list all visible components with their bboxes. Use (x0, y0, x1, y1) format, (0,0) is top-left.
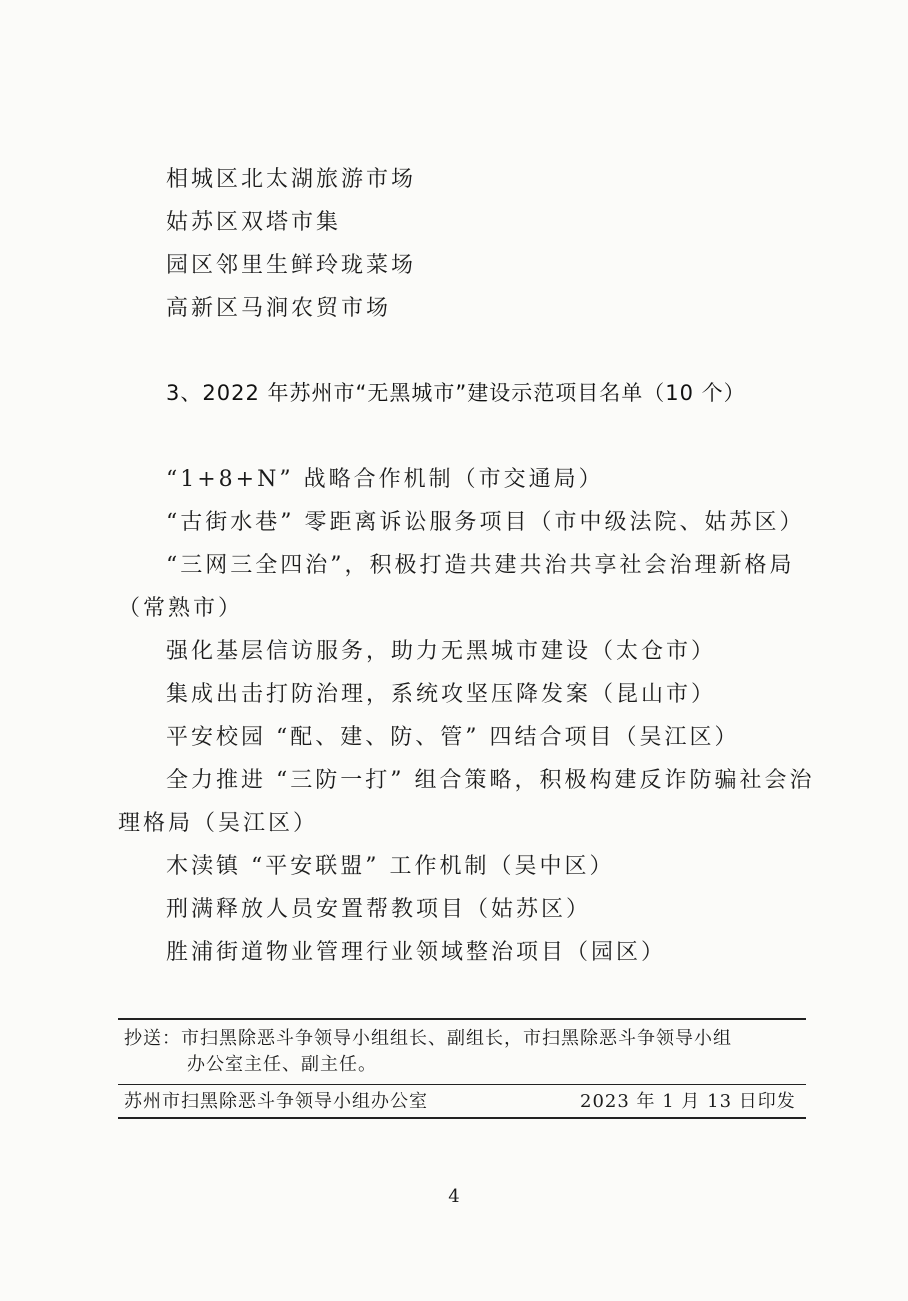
project-item: 胜浦街道物业管理行业领域整治项目（园区） (166, 940, 667, 965)
project-item: “三网三全四治”，积极打造共建共治共享社会治理新格局 (166, 553, 795, 578)
project-item: 强化基层信访服务，助力无黑城市建设（太仓市） (166, 639, 717, 664)
footer-top-rule (118, 1018, 806, 1020)
project-item: “1+8+N” 战略合作机制（市交通局） (166, 467, 604, 492)
issuer: 苏州市扫黑除恶斗争领导小组办公室 (124, 1091, 428, 1112)
project-item: 集成出击打防治理，系统攻坚压降发案（昆山市） (166, 682, 717, 707)
footer-middle-rule (118, 1084, 806, 1085)
project-item: “古街水巷” 零距离诉讼服务项目（市中级法院、姑苏区） (166, 510, 805, 535)
project-item: 刑满释放人员安置帮教项目（姑苏区） (166, 897, 592, 922)
project-item: 全力推进 “三防一打” 组合策略，积极构建反诈防骗社会治 (166, 768, 815, 793)
project-item: 木渎镇 “平安联盟” 工作机制（吴中区） (166, 854, 615, 879)
cc-line: 抄送：市扫黑除恶斗争领导小组组长、副组长，市扫黑除恶斗争领导小组 (124, 1028, 732, 1049)
cc-line-continuation: 办公室主任、副主任。 (187, 1054, 377, 1075)
page-number: 4 (448, 1186, 460, 1207)
footer-bottom-rule (118, 1117, 806, 1119)
market-item: 相城区北太湖旅游市场 (166, 167, 417, 192)
project-item-continuation: （常熟市） (118, 596, 244, 621)
issue-date: 2023 年 1 月 13 日印发 (580, 1091, 796, 1112)
market-item: 园区邻里生鲜玲珑菜场 (166, 253, 417, 278)
section-heading: 3、2022 年苏州市“无黑城市”建设示范项目名单（10 个） (166, 381, 746, 405)
market-item: 姑苏区双塔市集 (166, 210, 342, 235)
market-item: 高新区马涧农贸市场 (166, 296, 392, 321)
project-item-continuation: 理格局（吴江区） (118, 811, 319, 836)
project-item: 平安校园 “配、建、防、管” 四结合项目（吴江区） (166, 725, 740, 750)
